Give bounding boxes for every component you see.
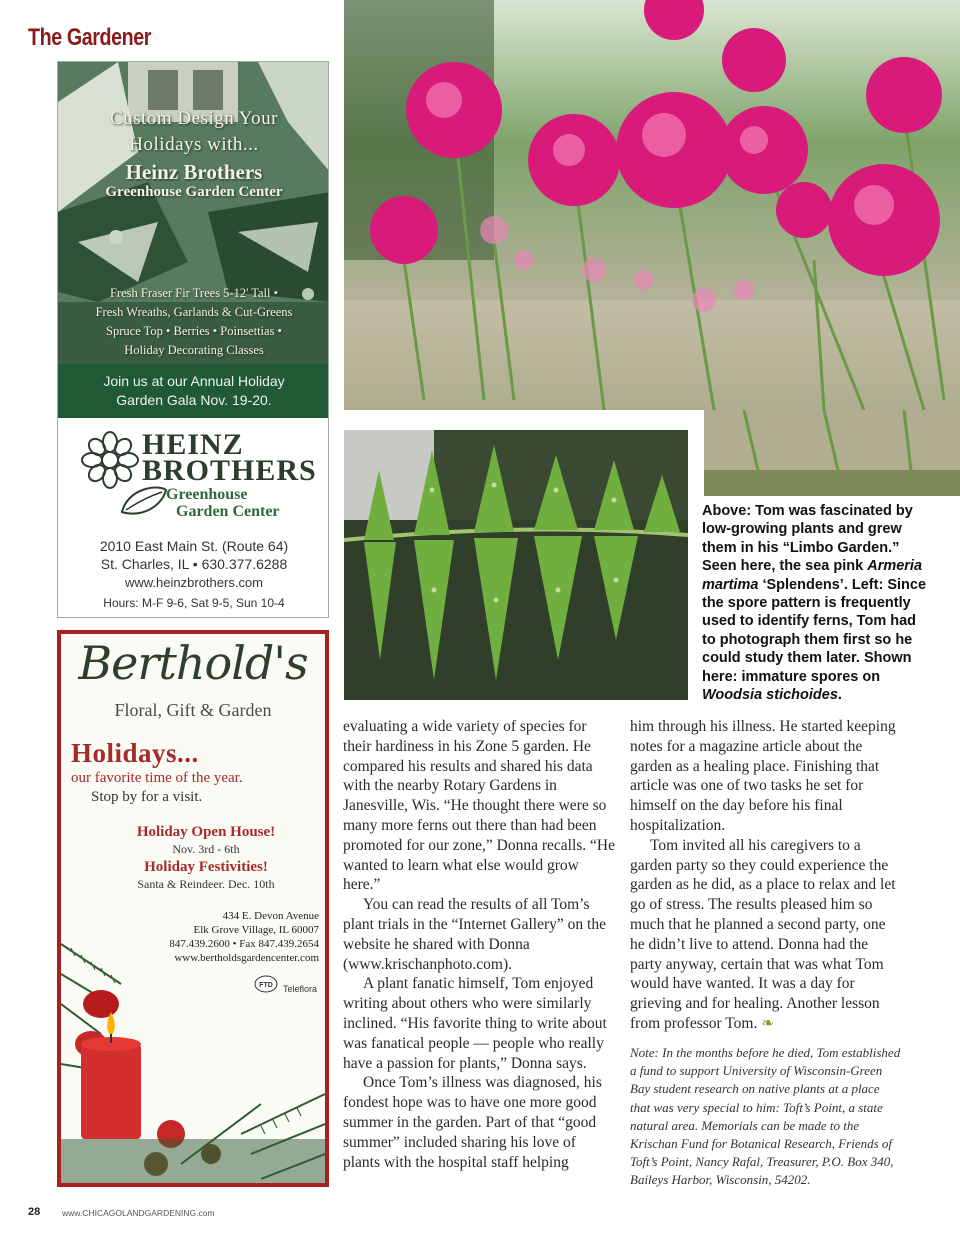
heinz-logo-name: BROTHERS [142,454,317,487]
bertholds-ad[interactable] [57,630,329,1187]
heinz-logo-name: HEINZ [142,428,244,461]
article-paragraph [630,836,902,1034]
footer-website-link[interactable]: www.CHICAGOLANDGARDENING.com [62,1208,215,1218]
heinz-offer-line: Fresh Fraser Fir Trees 5-12' Tall • [109,286,279,300]
bertholds-festivities-detail: Santa & Reindeer. Dec. 10th [137,877,275,891]
bertholds-subtitle: Floral, Gift & Garden [114,700,272,720]
article-paragraph: evaluating a wide variety of species for their hardiness in his Zone 5 garden. He compared his results and shared his data with the nearby Rotary Gardens in Janesville, Wis. “He thought there were so many more ferns out there than had been promoted for our zone,” Donna recalls. “He wanted to learn what else would grow here.” [343,718,615,894]
article-paragraph-text: Tom invited all his caregivers to a garden party so they could experience the garden as he did, as a place to relax and let go of stress. The results pleased him so much that he planned a second party, one he didn’t live to attend. Donna had the party anyway, certain that was what Tom would have wanted. It was a day for grieving and for healing. Another lesson from professor Tom. [630,836,896,1032]
article-paragraph: Once Tom’s illness was diagnosed, his fondest hope was to have one more good summer in the garden. Part of that “good summer” included sharing his love of plants with the hospital staff helping [343,1074,602,1171]
article-paragraph: You can read the results of all Tom’s plant trials in the “Internet Gallery” on the website he shared with Donna (www.krischanphoto.com). [343,896,606,973]
bertholds-website-link[interactable]: www.bertholdsgardencenter.com [174,952,319,964]
end-mark-icon: ❧ [761,1014,775,1032]
heinz-offer-line: Spruce Top • Berries • Poinsettias • [106,324,282,338]
caption-species-name: Armeria martima [702,558,923,593]
heinz-logo-sub: Greenhouse [166,486,248,503]
armeria-photo [344,0,960,410]
heinz-logo-sub: Garden Center [176,503,280,520]
heinz-offer-line: Fresh Wreaths, Garlands & Cut-Greens [95,305,293,319]
fern-spores-photo [344,430,688,700]
photo-caption [702,502,930,704]
heinz-gala-line-1: Join us at our Annual Holiday [103,373,285,389]
bertholds-festivities: Holiday Festivities! [144,859,268,875]
page-number: 28 [28,1206,41,1218]
bertholds-tagline: our favorite time of the year. [71,770,243,786]
caption-text: . [837,687,842,704]
heinz-headline-3: Heinz Brothers [125,160,263,184]
article-column-right [630,717,902,1034]
heinz-headline-2: Holidays with... [129,134,259,155]
article-paragraph: A plant fanatic himself, Tom enjoyed writing about others who were similarly inclined. “His favorite thing to write about was fanatical people — people who really have a passion for plants,” Donna says. [343,975,607,1072]
bertholds-address: 434 E. Devon Avenue [222,910,319,922]
bertholds-open-house: Holiday Open House! [136,824,276,840]
caption-text: Above: Tom was fascinated by low-growing plants and grew them in his “Limbo Garden.” Seen here, the sea pink [702,503,913,575]
caption-species-name: Woodsia stichoides [702,687,838,704]
bertholds-logo-title: Berthold's [78,636,308,690]
ftd-logo-text: FTD [259,982,273,989]
bertholds-phone: 847.439.2600 • Fax 847.439.2654 [169,938,319,950]
article-note: Note: In the months before he died, Tom established a fund to support University of Wisconsin-Green Bay student research on native plants at a place that was very special to him: Toft’s Point, a state natural area. Memorials can be made to the Krischan Fund for Botanical Research, Friends of Toft’s Point, Nancy Rafal, Treasurer, P.O. Box 340, Baileys Harbor, Wisconsin, 54202. [630,1045,901,1188]
bertholds-open-house-dates: Nov. 3rd - 6th [172,842,240,856]
heinz-phone: St. Charles, IL • 630.377.6288 [100,556,288,572]
heinz-address: 2010 East Main St. (Route 64) [99,538,289,554]
bertholds-city: Elk Grove Village, IL 60007 [193,924,319,936]
bertholds-visit-text: Stop by for a visit. [91,789,203,805]
teleflora-logo: Teleflora [283,984,318,994]
heinz-website-link[interactable]: www.heinzbrothers.com [125,575,263,590]
bertholds-holidays-heading: Holidays... [71,738,199,768]
section-title: The Gardener [28,24,152,51]
ftd-mercury-logo-icon [253,972,279,994]
heinz-gala-band [58,364,329,418]
heinz-brothers-ad[interactable] [57,61,329,618]
heinz-ad-photo [58,62,329,364]
heinz-headline-4: Greenhouse Garden Center [105,184,283,200]
heinz-headline-1: Custom Design Your [110,108,278,129]
article-column-left [343,717,615,1172]
heinz-offer-line: Holiday Decorating Classes [124,343,264,357]
caption-text: ‘Splendens’. Left: Since the spore pattern is frequently used to identify ferns, Tom had to photograph them first so he could study them later. Shown here: immature spores on [702,576,927,685]
armeria-photo-lower [704,410,960,496]
article-paragraph: him through his illness. He started keeping notes for a magazine article about the garden as a healing place. Finishing that article was one of two tasks he set for himself on the day before his final hospitalization. [630,718,896,834]
heinz-gala-line-2: Garden Gala Nov. 19-20. [116,392,272,408]
leaf-logo-icon [118,482,170,522]
heinz-hours: Hours: M-F 9-6, Sat 9-5, Sun 10-4 [103,596,285,610]
